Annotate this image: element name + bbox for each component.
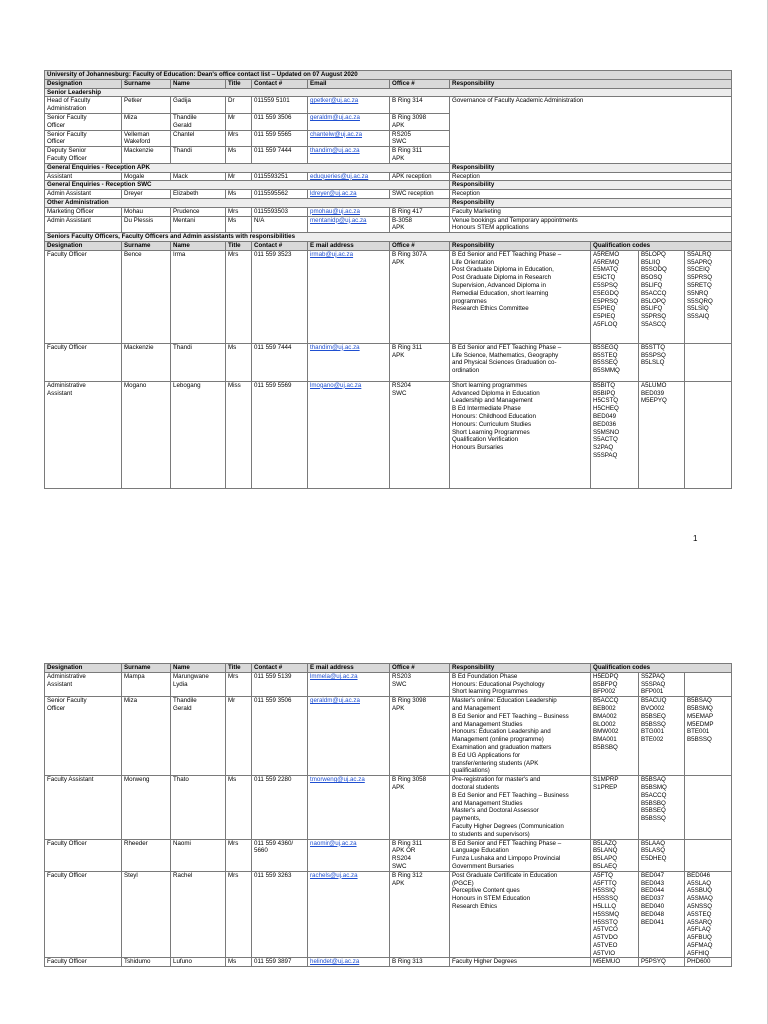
contact-cell: 011559 5101 — [252, 97, 308, 114]
table-row — [45, 697, 732, 776]
email-link[interactable]: irmab@uj.ac.za — [310, 250, 354, 258]
title-cell: Ms — [226, 343, 252, 381]
qualification-codes-cell — [685, 776, 732, 839]
column-header: Office # — [390, 79, 450, 88]
email-link[interactable]: geraldm@uj.ac.za — [310, 113, 360, 121]
column-header: E mail address — [308, 241, 390, 250]
responsibility-cell: Pre-registration for master's and doctoral students B Ed Senior and FET Teaching – Business and Management Studies Master's and Doctoral Assessor payments, Faculty Higher Degrees (Communication to students and supervisors) — [450, 776, 591, 839]
office-cell: B-3058 APK — [390, 216, 450, 233]
name-cell: Mack — [171, 172, 226, 181]
designation-cell: Deputy Senior Faculty Officer — [45, 147, 122, 164]
surname-cell: Mohau — [122, 207, 171, 216]
column-header: Responsibility — [450, 241, 591, 250]
table-row — [45, 216, 732, 233]
office-cell: B Ring 307A APK — [390, 250, 450, 343]
email-link[interactable]: rachels@uj.ac.za — [310, 871, 358, 879]
responsibility-cell: Post Graduate Certificate in Education (PGCE) Perceptive Content ques Honours in STEM Education Research Ethics — [450, 871, 591, 958]
section-heading: Other Administration — [45, 198, 450, 207]
email-link[interactable]: lmogano@uj.ac.za — [310, 381, 362, 389]
section-heading: General Enquiries - Reception APK — [45, 163, 450, 172]
designation-cell: Faculty Officer — [45, 871, 122, 958]
title-cell: Mrs — [226, 839, 252, 871]
contact-cell: 011 559 5565 — [252, 130, 308, 147]
name-cell: Thandile Gerald — [171, 113, 226, 130]
contact-cell: 011 559 3506 — [252, 697, 308, 776]
qualification-codes-cell: B5BSAQ B5BSMQ M5EMAP M5EDMP BTE001 B5BSSQ — [685, 697, 732, 776]
email-link[interactable]: gpetker@uj.ac.za — [310, 97, 359, 105]
designation-cell: Administrative Assistant — [45, 672, 122, 696]
designation-cell: Faculty Assistant — [45, 776, 122, 839]
qualification-codes-cell: B5LOPQ B5LIIQ B5SODQ B5OSQ B5LIFQ B5ACCQ B5LOPQ B5LIFQ S5PRSQ S5ASCQ — [639, 250, 685, 343]
qualification-codes-cell — [685, 672, 732, 696]
contact-cell: 0115595562 — [252, 190, 308, 199]
table-row — [45, 250, 732, 343]
office-cell: B Ring 311 APK — [390, 343, 450, 381]
designation-cell: Assistant — [45, 172, 122, 181]
designation-cell: Senior Faculty Officer — [45, 697, 122, 776]
name-cell: Gadija — [171, 97, 226, 114]
column-header: Surname — [122, 241, 171, 250]
surname-cell: Miza — [122, 113, 171, 130]
surname-cell: Rheeder — [122, 839, 171, 871]
qualification-codes-cell: A5REMO A5REMQ E5MATQ E5ICTQ E5SPSQ E5EGDQ E5PRSQ E5PIEQ E5PIEQ A5FLOQ — [591, 250, 639, 343]
qualification-codes-cell: A5LUMO BED039 M5EPYQ — [639, 381, 685, 488]
office-cell: APK reception — [390, 172, 450, 181]
column-header: E mail address — [308, 664, 390, 673]
email-cell[interactable] — [308, 216, 390, 233]
email-cell[interactable] — [308, 190, 390, 199]
email-cell[interactable] — [308, 113, 390, 130]
responsibility-cell: Venue bookings and Temporary appointments Honours STEM applications — [450, 216, 732, 233]
table-row — [45, 871, 732, 958]
title-cell: Ms — [226, 776, 252, 839]
contact-cell: 011 559 7444 — [252, 343, 308, 381]
email-cell[interactable] — [308, 697, 390, 776]
office-cell: B Ring 313 — [390, 958, 450, 967]
designation-cell: Head of Faculty Administration — [45, 97, 122, 114]
name-cell: Marungwane Lydia — [171, 672, 226, 696]
responsibility-heading: Responsibility — [450, 198, 732, 207]
column-header: Office # — [390, 664, 450, 673]
title-cell: Mrs — [226, 130, 252, 147]
office-cell: B Ring 3098 APK — [390, 113, 450, 130]
designation-cell: Faculty Officer — [45, 343, 122, 381]
qualification-codes-cell: B5BSAQ B5BSMQ B5ACCQ B5BSBQ B5BSEQ B5BSSQ — [639, 776, 685, 839]
qualification-codes-cell: B5LAZQ B5LANQ B5LAPQ B5LAEQ — [591, 839, 639, 871]
table-row — [45, 172, 732, 181]
surname-cell: Steyl — [122, 871, 171, 958]
column-header: Responsibility — [450, 664, 591, 673]
column-header: Contact # — [252, 79, 308, 88]
title-cell: Mrs — [226, 250, 252, 343]
email-cell[interactable] — [308, 97, 390, 114]
column-header: Title — [226, 664, 252, 673]
column-header: Designation — [45, 241, 122, 250]
section-row — [45, 88, 732, 97]
qualification-codes-cell — [685, 343, 732, 381]
contact-cell: 011 559 3523 — [252, 250, 308, 343]
qualification-codes-cell: B5LAAQ B5LASQ E5DHEQ — [639, 839, 685, 871]
qualification-codes-cell: BED046 A5SLAQ A5SBUQ A5SMAQ A5NSSQ A5STEQ A5SARQ A5FLAQ A5FBUQ A5FMAQ A5FHIQ — [685, 871, 732, 958]
column-header: Name — [171, 241, 226, 250]
email-link[interactable]: thandim@uj.ac.za — [310, 147, 360, 155]
responsibility-cell: Faculty Marketing — [450, 207, 732, 216]
name-cell: Rachel — [171, 871, 226, 958]
email-link[interactable]: helindet@uj.ac.za — [310, 958, 360, 966]
title-cell: Mrs — [226, 871, 252, 958]
document-title-row — [45, 71, 732, 80]
responsibility-cell: Reception — [450, 172, 732, 181]
office-cell: B Ring 312 APK — [390, 871, 450, 958]
email-cell[interactable] — [308, 130, 390, 147]
column-header: Title — [226, 79, 252, 88]
responsibility-cell: B Ed Senior and FET Teaching Phase – Language Education Funza Lushaka and Limpopo Provincial Government Bursaries — [450, 839, 591, 871]
surname-cell: Dreyer — [122, 190, 171, 199]
header-row — [45, 241, 732, 250]
office-cell: B Ring 3098 APK — [390, 697, 450, 776]
email-link[interactable]: geraldm@uj.ac.za — [310, 697, 360, 705]
title-cell: Ms — [226, 216, 252, 233]
surname-cell: Morweng — [122, 776, 171, 839]
table-row — [45, 97, 732, 114]
qualification-codes-cell: S5ALRQ S5APRQ S5CEIQ S5PRSQ S5RETQ S5NRQ S5SQRQ S5LSIQ S5SAIQ — [685, 250, 732, 343]
qualification-codes-cell: B5BITQ B5BIPQ H5CSTQ H5CHEQ BED049 BED036 S5MSNO S5ACTQ S2PAQ S5SPAQ — [591, 381, 639, 488]
email-cell[interactable] — [308, 343, 390, 381]
contact-table-page-2 — [44, 663, 732, 967]
qualification-codes-cell — [685, 839, 732, 871]
contact-cell: 011 559 3506 — [252, 113, 308, 130]
table-row — [45, 672, 732, 696]
qualification-codes-cell: P5PSYQ — [639, 958, 685, 967]
table-row — [45, 776, 732, 839]
responsibility-heading: Responsibility — [450, 163, 732, 172]
email-cell[interactable] — [308, 958, 390, 967]
name-cell: Thandi — [171, 147, 226, 164]
qualification-codes-cell: B5STTQ B5SPSQ B5LSLQ — [639, 343, 685, 381]
title-cell: Mr — [226, 113, 252, 130]
name-cell: Thandile Gerald — [171, 697, 226, 776]
email-cell[interactable] — [308, 672, 390, 696]
header-row — [45, 664, 732, 673]
page-number: 1 — [693, 534, 698, 543]
column-header: Name — [171, 664, 226, 673]
column-header: Designation — [45, 79, 122, 88]
responsibility-cell: Faculty Higher Degrees — [450, 958, 591, 967]
office-cell: RS205 SWC — [390, 130, 450, 147]
name-cell: Prudence — [171, 207, 226, 216]
designation-cell: Admin Assistant — [45, 190, 122, 199]
responsibility-cell: Short learning programmes Advanced Diploma in Education Leadership and Management B Ed Intermediate Phase Honours: Childhood Education Honours: Curriculum Studies Short Learning Programmes Qualification Verification Honours Bursaries — [450, 381, 591, 488]
responsibility-cell: Reception — [450, 190, 732, 199]
qualification-codes-cell — [685, 381, 732, 488]
qualification-codes-cell: B5SEGQ B5STEQ B5SSEQ B5SMMQ — [591, 343, 639, 381]
title-cell: Ms — [226, 190, 252, 199]
qualification-codes-cell: M5EMUO — [591, 958, 639, 967]
surname-cell: Tshidumo — [122, 958, 171, 967]
title-cell: Mrs — [226, 672, 252, 696]
section-row — [45, 198, 732, 207]
column-header: Title — [226, 241, 252, 250]
column-header: Name — [171, 79, 226, 88]
office-cell: RS204 SWC — [390, 381, 450, 488]
column-header: Responsibility — [450, 79, 732, 88]
email-cell[interactable] — [308, 871, 390, 958]
surname-cell: Du Plessis — [122, 216, 171, 233]
surname-cell: Mogano — [122, 381, 171, 488]
name-cell: Mentani — [171, 216, 226, 233]
surname-cell: Bence — [122, 250, 171, 343]
document-title: University of Johannesburg: Faculty of Education: Dean's office contact list – Updated on 07 August 2020 — [45, 71, 732, 80]
section-heading: Senior Leadership — [45, 88, 732, 97]
title-cell: Mrs — [226, 207, 252, 216]
surname-cell: Mackenzie — [122, 343, 171, 381]
email-cell[interactable] — [308, 839, 390, 871]
email-link[interactable]: ldreyer@uj.ac.za — [310, 190, 357, 198]
surname-cell: Mackenzie — [122, 147, 171, 164]
email-link[interactable]: mentanidp@uj.ac.za — [310, 216, 367, 224]
email-link[interactable]: pmohau@uj.ac.za — [310, 207, 360, 215]
qualification-codes-cell: H5EDPQ B5BFPQ BFP002 — [591, 672, 639, 696]
title-cell: Ms — [226, 147, 252, 164]
office-cell: RS203 SWC — [390, 672, 450, 696]
email-cell[interactable] — [308, 381, 390, 488]
title-cell: Mr — [226, 697, 252, 776]
designation-cell: Faculty Officer — [45, 839, 122, 871]
responsibility-heading: Responsibility — [450, 181, 732, 190]
name-cell: Thandi — [171, 343, 226, 381]
column-header: Email — [308, 79, 390, 88]
table-row — [45, 343, 732, 381]
email-link[interactable]: thandim@uj.ac.za — [310, 343, 360, 351]
table-row — [45, 958, 732, 967]
qualification-codes-cell: S5ZPAQ S5SPAQ BFP001 — [639, 672, 685, 696]
responsibility-cell: B Ed Senior and FET Teaching Phase – Life Orientation Post Graduate Diploma in Education, Post Graduate Diploma in Research Supervision, Advanced Diploma in Remedial Education, short learning programmes Research Ethics Committee — [450, 250, 591, 343]
email-cell[interactable] — [308, 207, 390, 216]
contact-cell: 0115593503 — [252, 207, 308, 216]
email-link[interactable]: naomir@uj.ac.za — [310, 839, 357, 847]
column-header: Designation — [45, 664, 122, 673]
designation-cell: Faculty Officer — [45, 958, 122, 967]
surname-cell: Petker — [122, 97, 171, 114]
responsibility-cell: Master's online: Education Leadership and Management B Ed Senior and FET Teaching – Business and Management Studies Honours: Education Leadership and Management (online programme) Examination and graduation matters B Ed UG Applications for transfer/entering students (APK qualifications) — [450, 697, 591, 776]
surname-cell: Velleman Wakeford — [122, 130, 171, 147]
email-cell[interactable] — [308, 172, 390, 181]
responsibility-cell: B Ed Senior and FET Teaching Phase – Life Science, Mathematics, Geography and Physical Sciences Graduation co- ordination — [450, 343, 591, 381]
section-heading: General Enquiries - Reception SWC — [45, 181, 450, 190]
office-cell: B Ring 3058 APK — [390, 776, 450, 839]
column-header: Contact # — [252, 664, 308, 673]
designation-cell: Administrative Assistant — [45, 381, 122, 488]
contact-table-page-1 — [44, 70, 732, 489]
email-link[interactable]: chantelw@uj.ac.za — [310, 130, 363, 138]
designation-cell: Senior Faculty Officer — [45, 113, 122, 130]
section-row — [45, 163, 732, 172]
contact-cell: 011 559 2280 — [252, 776, 308, 839]
column-header: Qualification codes — [591, 241, 732, 250]
contact-cell: 011 559 7444 — [252, 147, 308, 164]
qualification-codes-cell: B5ACCQ BEB002 BMA002 BLO002 BMW002 BMA001 B5BSBQ — [591, 697, 639, 776]
office-cell: B Ring 311 APK — [390, 147, 450, 164]
section-row — [45, 181, 732, 190]
designation-cell: Senior Faculty Officer — [45, 130, 122, 147]
designation-cell: Admin Assistant — [45, 216, 122, 233]
surname-cell: Mogale — [122, 172, 171, 181]
responsibility-cell: B Ed Foundation Phase Honours: Educational Psychology Short learning Programmes — [450, 672, 591, 696]
name-cell: Thato — [171, 776, 226, 839]
office-cell: B Ring 417 — [390, 207, 450, 216]
table-row — [45, 839, 732, 871]
title-cell: Miss — [226, 381, 252, 488]
qualification-codes-cell: S1MPRP S1PREP — [591, 776, 639, 839]
surname-cell: Mampa — [122, 672, 171, 696]
table-row — [45, 207, 732, 216]
qualification-codes-cell: B5ACUQ BVO002 B5BSEQ B5BSSQ BTG001 BTE002 — [639, 697, 685, 776]
office-cell: SWC reception — [390, 190, 450, 199]
responsibility-cell: Governance of Faculty Academic Administration — [450, 97, 732, 163]
contact-cell: 011 559 5139 — [252, 672, 308, 696]
designation-cell: Faculty Officer — [45, 250, 122, 343]
office-cell: B Ring 311 APK OR RS204 SWC — [390, 839, 450, 871]
table-row — [45, 190, 732, 199]
title-cell: Dr — [226, 97, 252, 114]
contact-cell: 011 559 5569 — [252, 381, 308, 488]
qualification-codes-cell: BED047 BED043 BED044 BED037 BED040 BED048 BED041 — [639, 871, 685, 958]
column-header: Office # — [390, 241, 450, 250]
column-header: Qualification codes — [591, 664, 732, 673]
column-header: Contact # — [252, 241, 308, 250]
name-cell: Lebogang — [171, 381, 226, 488]
email-link[interactable]: eduqueries@uj.ac.za — [310, 172, 369, 180]
email-cell[interactable] — [308, 776, 390, 839]
title-cell: Mr — [226, 172, 252, 181]
name-cell: Elizabeth — [171, 190, 226, 199]
name-cell: Irma — [171, 250, 226, 343]
title-cell: Ms — [226, 958, 252, 967]
surname-cell: Miza — [122, 697, 171, 776]
office-cell: B Ring 314 — [390, 97, 450, 114]
email-cell[interactable] — [308, 147, 390, 164]
contact-cell: N/A — [252, 216, 308, 233]
contact-cell: 011 559 4360/ 5660 — [252, 839, 308, 871]
section-heading: Seniors Faculty Officers, Faculty Officers and Admin assistants with responsibilities — [45, 233, 732, 242]
qualification-codes-cell: A5FTQ A5FTTQ H5SSIQ H5SSSQ H5LLLQ H5SSMQ H5SSTQ A5TVCO A5TVDO A5TVEO A5TVIO — [591, 871, 639, 958]
column-header: Surname — [122, 79, 171, 88]
column-header: Surname — [122, 664, 171, 673]
email-cell[interactable] — [308, 250, 390, 343]
email-link[interactable]: lmmela@uj.ac.za — [310, 672, 358, 680]
contact-cell: 011 559 3897 — [252, 958, 308, 967]
contact-cell: 011 559 3263 — [252, 871, 308, 958]
header-row — [45, 79, 732, 88]
qualification-codes-cell: PHD600 — [685, 958, 732, 967]
email-link[interactable]: tmorweng@uj.ac.za — [310, 776, 365, 784]
name-cell: Naomi — [171, 839, 226, 871]
name-cell: Chantel — [171, 130, 226, 147]
contact-cell: 0115593251 — [252, 172, 308, 181]
table-row — [45, 381, 732, 488]
designation-cell: Marketing Officer — [45, 207, 122, 216]
section-row — [45, 233, 732, 242]
name-cell: Lufuno — [171, 958, 226, 967]
